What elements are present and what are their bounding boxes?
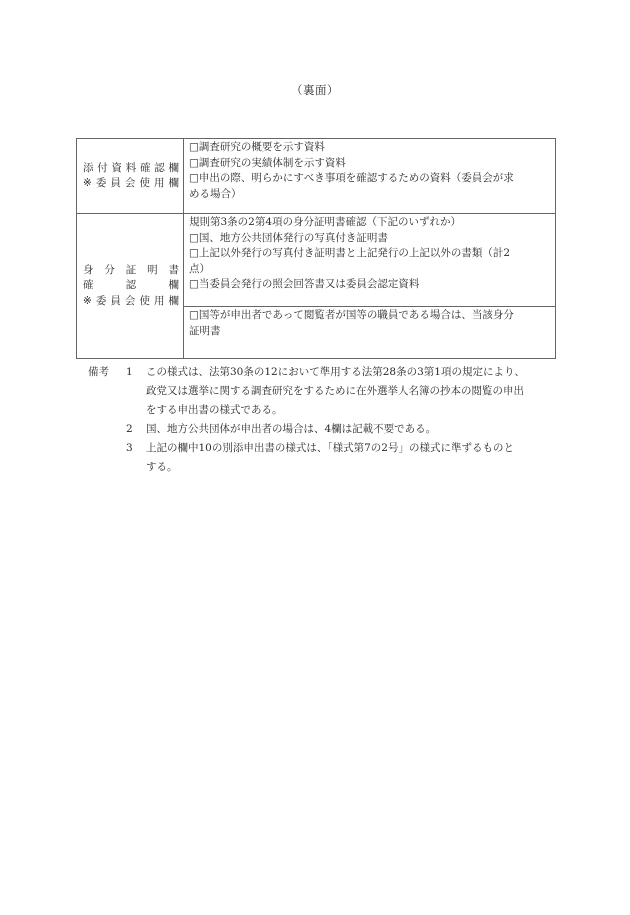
identity-checklist <box>184 214 556 307</box>
note-text: 政党又は選挙に関する調査研究をするために在外選挙人名簿の抄本の閲覧の申出 <box>146 385 524 397</box>
attachment-checklist <box>184 139 556 214</box>
label-attachment-confirmation <box>77 139 184 214</box>
identity-sub-checklist <box>184 307 556 359</box>
checkbox-item-inquiry-reply[interactable]: □当委員会発行の照会回答書又は委員会認定資料 <box>189 278 420 290</box>
checkbox-item-clarification[interactable]: □申出の際、明らかにすべき事項を確認するための資料（委員会が求 <box>189 172 514 184</box>
note-text: この様式は、法第30条の12において準用する法第28条の3第1項の規定により、 <box>146 366 525 378</box>
label-identity-confirmation <box>77 214 184 359</box>
checkbox-item-overview[interactable]: □調査研究の概要を示す資料 <box>189 141 325 153</box>
identity-rule-text: 規則第3条の2第4項の身分証明書確認（下記のいずれか） <box>189 216 462 228</box>
checkbox-item-staff-id[interactable]: □国等が申出者であって閲覧者が国等の職員である場合は、当該身分 <box>189 309 514 321</box>
note-item-1 <box>88 363 558 382</box>
notes-section <box>88 363 558 477</box>
checkbox-item-other-docs-cont: 点） <box>189 262 210 275</box>
checkbox-item-photo-id[interactable]: □国、地方公共団体発行の写真付き証明書 <box>189 231 388 244</box>
note-number: 1 <box>126 366 133 378</box>
label-line: 添 付 資 料 確 認 欄 <box>83 161 179 174</box>
note-item-2 <box>126 420 558 439</box>
checkbox-item-staff-id-cont: 証明書 <box>189 324 221 337</box>
note-text: 国、地方公共団体が申出者の場合は、4欄は記載不要である。 <box>146 423 437 435</box>
checkbox-item-clarification-cont: める場合） <box>189 187 242 200</box>
label-line: 身 分 証 明 書 <box>83 263 179 276</box>
table-row-attachment <box>77 139 556 214</box>
note-item-3 <box>126 439 558 458</box>
notes-title: 備考 <box>88 366 109 378</box>
note-text: をする申出書の様式である。 <box>146 404 283 416</box>
note-text: 上記の欄中10の別添申出書の様式は、「様式第7の2号」の様式に準ずるものと <box>146 442 514 454</box>
label-line: ※ 委 員 会 使 用 欄 <box>83 294 179 307</box>
checkbox-item-other-docs[interactable]: □上記以外発行の写真付き証明書と上記発行の上記以外の書類（計2 <box>189 247 511 259</box>
note-number: 2 <box>126 423 133 435</box>
page-title: （裏面） <box>291 83 339 97</box>
table-row-identity <box>77 214 556 307</box>
note-text: する。 <box>146 461 178 473</box>
label-line: 確 認 欄 <box>83 279 179 292</box>
confirmation-table <box>76 138 556 359</box>
note-number: 3 <box>126 442 133 454</box>
checkbox-item-track-record[interactable]: □調査研究の実績体制を示す資料 <box>189 156 346 169</box>
label-line: ※ 委 員 会 使 用 欄 <box>83 177 179 189</box>
